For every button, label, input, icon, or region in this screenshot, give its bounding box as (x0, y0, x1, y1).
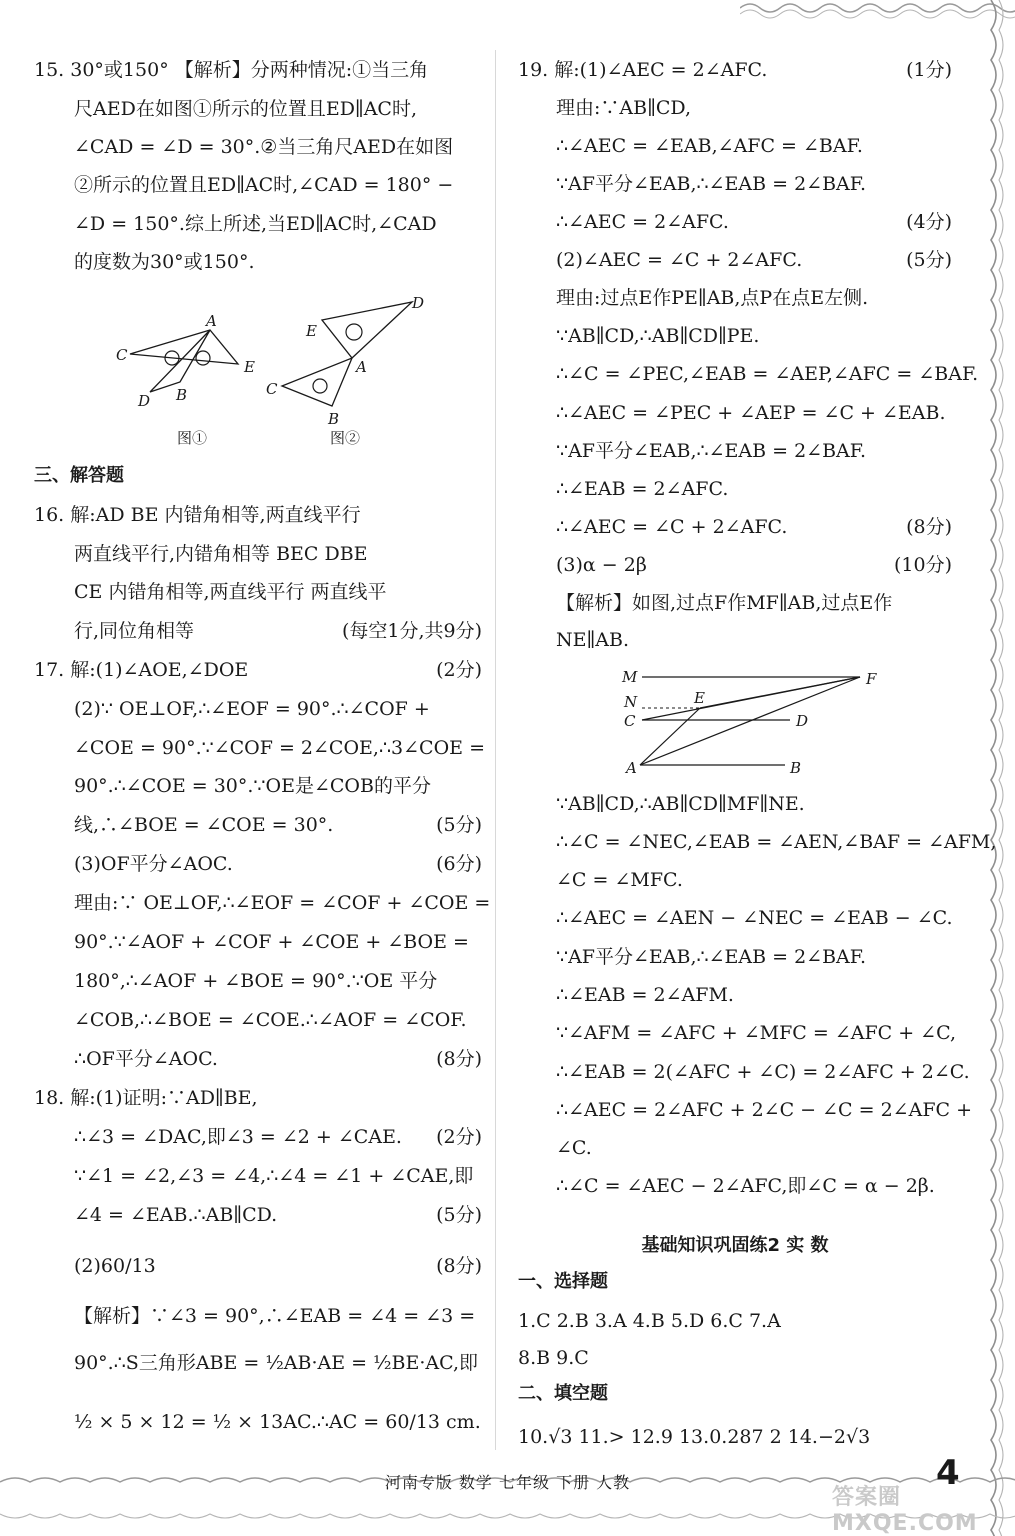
line-text: ∴∠AEC = ∠C + 2∠AFC. (556, 516, 788, 538)
line-text: 三、解答题 (34, 465, 124, 486)
left-line (34, 768, 482, 804)
score-note: (8分) (436, 1048, 482, 1070)
line-text: ∴∠3 = ∠DAC,即∠3 = ∠2 + ∠CAE. (74, 1126, 402, 1148)
fig3-label-f: F (866, 670, 877, 688)
line-text: 二、填空题 (518, 1383, 608, 1404)
line-text: 理由:∵AB∥CD, (556, 97, 691, 119)
right-line (518, 1054, 970, 1090)
fig3-label-d: D (796, 712, 809, 730)
right-line (518, 166, 952, 202)
line-text: 16. 解:AD BE 内错角相等,两直线平行 (34, 504, 361, 526)
line-text: (2)∵ OE⊥OF,∴∠EOF = 90°.∴∠COF + (74, 698, 430, 720)
line-text: (3)α − 2β (556, 554, 647, 576)
fig1-label-d: D (138, 392, 151, 410)
right-line (518, 52, 952, 88)
line-text: 【解析】∵∠3 = 90°,∴∠EAB = ∠4 = ∠3 = (74, 1305, 476, 1327)
line-text: 行,同位角相等 (74, 620, 195, 642)
fig2-label-b: B (328, 410, 340, 428)
fig2-label-d: D (412, 294, 425, 312)
line-text: (2)60/13 (74, 1255, 156, 1277)
fig3-label-a: A (626, 759, 637, 777)
line-text: 10.√3 11.> 12.9 13.0.287 2 14.−2√3 (518, 1426, 871, 1448)
left-line (34, 924, 482, 960)
left-line (34, 1158, 482, 1194)
line-text: 基础知识巩固练2 实 数 (641, 1235, 829, 1256)
score-note: (每空1分,共9分) (341, 620, 482, 642)
line-text: ∵AF平分∠EAB,∴∠EAB = 2∠BAF. (556, 946, 867, 968)
fig2-label-c: C (266, 380, 278, 398)
line-text: ∵AB∥CD,∴AB∥CD∥PE. (556, 325, 760, 347)
line-text: ∴∠AEC = 2∠AFC + 2∠C − ∠C = 2∠AFC + (556, 1099, 972, 1121)
right-line (518, 280, 952, 316)
left-line (34, 1248, 482, 1284)
fig1-label-b: B (176, 386, 188, 404)
left-line (34, 1002, 482, 1038)
line-text: NE∥AB. (556, 629, 629, 651)
score-note: (4分) (906, 211, 952, 233)
right-line (518, 1015, 957, 1051)
left-line (34, 206, 482, 242)
watermark: 答案圈 MXQE.COM (832, 1485, 978, 1536)
line-text: ∴∠C = ∠PEC,∠EAB = ∠AEP,∠AFC = ∠BAF. (556, 363, 979, 385)
score-note: (8分) (436, 1255, 482, 1277)
left-line (34, 846, 482, 882)
line-text: ∠COE = 90°.∵∠COF = 2∠COE,∴3∠COE = (74, 737, 485, 759)
right-line (518, 1340, 952, 1376)
fig2-label-e: E (306, 322, 317, 340)
line-text: ∵AF平分∠EAB,∴∠EAB = 2∠BAF. (556, 173, 867, 195)
score-note: (2分) (436, 659, 482, 681)
line-text: ∠COB,∴∠BOE = ∠COE.∴∠AOF = ∠COF. (74, 1009, 467, 1031)
line-text: 18. 解:(1)证明:∵AD∥BE, (34, 1087, 258, 1109)
left-line (34, 1345, 482, 1381)
footer-text: 河南专版 数学 七年级 下册 人教 (384, 1473, 631, 1492)
left-line (34, 1041, 482, 1077)
score-note: (5分) (436, 1204, 482, 1226)
right-line (518, 1303, 952, 1339)
right-line (518, 1092, 972, 1128)
right-line (518, 1419, 952, 1455)
page-number: 4 (936, 1453, 960, 1493)
line-text: 尺AED在如图①所示的位置且ED∥AC时, (74, 98, 418, 120)
line-text: ∴∠AEC = ∠EAB,∠AFC = ∠BAF. (556, 135, 863, 157)
fig1-label-c: C (116, 346, 128, 364)
line-text: (3)OF平分∠AOC. (74, 853, 233, 875)
right-line (518, 433, 952, 469)
left-line (34, 691, 482, 727)
line-text: 的度数为30°或150°. (74, 251, 255, 273)
score-note: (5分) (436, 814, 482, 836)
right-line (518, 862, 952, 898)
line-text: CE 内错角相等,两直线平行 两直线平 (74, 581, 387, 603)
right-line (518, 1376, 952, 1412)
line-text: 15. 30°或150° 【解析】分两种情况:①当三角 (34, 59, 429, 81)
fig3-label-c: C (624, 712, 636, 730)
score-note: (6分) (436, 853, 482, 875)
right-line (518, 204, 952, 240)
right-line (518, 90, 952, 126)
fig3-label-e: E (694, 689, 705, 707)
left-line (34, 91, 482, 127)
line-text: ∠C. (556, 1137, 592, 1159)
column-divider (495, 50, 496, 1450)
left-line (34, 1404, 482, 1440)
right-line (518, 585, 952, 621)
line-text: (2)∠AEC = ∠C + 2∠AFC. (556, 249, 803, 271)
line-text: ∴∠AEC = ∠AEN − ∠NEC = ∠EAB − ∠C. (556, 907, 953, 929)
line-text: ②所示的位置且ED∥AC时,∠CAD = 180° − (74, 174, 454, 196)
line-text: ∴∠EAB = 2∠AFC. (556, 478, 729, 500)
right-line (518, 786, 952, 822)
left-line (34, 167, 482, 203)
figure-2-caption: 图② (330, 429, 361, 447)
right-line (518, 1168, 952, 1204)
line-text: ∴OF平分∠AOC. (74, 1048, 218, 1070)
left-line (34, 536, 482, 572)
line-text: 理由:∵ OE⊥OF,∴∠EOF = ∠COF + ∠COE = (74, 892, 491, 914)
score-note: (5分) (906, 249, 952, 271)
right-line (518, 1130, 952, 1166)
left-line (34, 458, 482, 494)
line-text: ∠4 = ∠EAB.∴AB∥CD. (74, 1204, 278, 1226)
line-text: ∴∠C = ∠NEC,∠EAB = ∠AEN,∠BAF = ∠AFM, (556, 831, 997, 853)
line-text: 180°,∴∠AOF + ∠BOE = 90°.∵OE 平分 (74, 970, 438, 992)
left-line (34, 1080, 482, 1116)
line-text: 两直线平行,内错角相等 BEC DBE (74, 543, 368, 565)
score-note: (2分) (436, 1126, 482, 1148)
line-text: 【解析】如图,过点F作MF∥AB,过点E作 (556, 592, 893, 614)
line-text: 1.C 2.B 3.A 4.B 5.D 6.C 7.A (518, 1310, 781, 1332)
line-text: 8.B 9.C (518, 1347, 589, 1369)
left-line (34, 885, 491, 921)
score-note: (8分) (906, 516, 952, 538)
fig3-label-b: B (790, 759, 802, 777)
line-text: ½ × 5 × 12 = ½ × 13AC.∴AC = 60/13 cm. (74, 1411, 481, 1433)
left-line (34, 652, 482, 688)
line-text: 90°.∴∠COE = 30°.∵OE是∠COB的平分 (74, 775, 431, 797)
right-wave-border (973, 0, 1015, 1536)
line-text: ∠CAD = ∠D = 30°.②当三角尺AED在如图 (74, 136, 454, 158)
fig2-label-a: A (356, 358, 367, 376)
fig1-label-a: A (206, 312, 217, 330)
fig1-label-e: E (244, 358, 255, 376)
left-line (34, 807, 482, 843)
score-note: (10分) (893, 554, 952, 576)
left-line (34, 497, 482, 533)
right-line (518, 242, 952, 278)
right-line (518, 471, 952, 507)
left-line (34, 963, 482, 999)
figure-2 (262, 290, 432, 434)
left-line (34, 129, 482, 165)
fig3-label-n: N (624, 693, 638, 711)
left-line (34, 52, 482, 88)
line-text: ∠D = 150°.综上所述,当ED∥AC时,∠CAD (74, 213, 437, 235)
right-line (518, 824, 997, 860)
line-text: ∵∠1 = ∠2,∠3 = ∠4,∴∠4 = ∠1 + ∠CAE,即 (74, 1165, 474, 1187)
line-text: 一、选择题 (518, 1271, 608, 1292)
line-text: ∴∠EAB = 2(∠AFC + ∠C) = 2∠AFC + 2∠C. (556, 1061, 970, 1083)
left-line (34, 1197, 482, 1233)
right-line (518, 318, 952, 354)
left-line (34, 1119, 482, 1155)
left-line (34, 613, 482, 649)
line-text: ∴∠C = ∠AEC − 2∠AFC,即∠C = α − 2β. (556, 1175, 935, 1197)
right-line (518, 128, 952, 164)
line-text: ∵AB∥CD,∴AB∥CD∥MF∥NE. (556, 793, 805, 815)
left-line (34, 574, 482, 610)
right-line (518, 1264, 952, 1300)
right-line (518, 547, 952, 583)
right-line (518, 509, 952, 545)
left-line (34, 1298, 482, 1334)
figure-3 (620, 665, 890, 784)
fig3-label-m: M (622, 668, 638, 686)
line-text: ∠C = ∠MFC. (556, 869, 683, 891)
line-text: ∵∠AFM = ∠AFC + ∠MFC = ∠AFC + ∠C, (556, 1022, 957, 1044)
line-text: 线,∴∠BOE = ∠COE = 30°. (74, 814, 334, 836)
line-text: 19. 解:(1)∠AEC = 2∠AFC. (518, 59, 768, 81)
line-text: 17. 解:(1)∠AOE,∠DOE (34, 659, 249, 681)
right-line (518, 900, 952, 936)
line-text: ∴∠AEC = 2∠AFC. (556, 211, 729, 233)
line-text: 90°.∴S三角形ABE = ½AB·AE = ½BE·AC,即 (74, 1352, 479, 1374)
line-text: 理由:过点E作PE∥AB,点P在点E左侧. (556, 287, 869, 309)
left-line (34, 730, 485, 766)
right-line (518, 622, 952, 658)
score-note: (1分) (906, 59, 952, 81)
right-line (518, 395, 952, 431)
right-line (518, 939, 952, 975)
figure-1-caption: 图① (177, 429, 208, 447)
line-text: ∴∠EAB = 2∠AFM. (556, 984, 734, 1006)
right-line (518, 977, 952, 1013)
left-line (34, 244, 482, 280)
line-text: ∵AF平分∠EAB,∴∠EAB = 2∠BAF. (556, 440, 867, 462)
right-line (518, 356, 979, 392)
line-text: 90°.∵∠AOF + ∠COF + ∠COE + ∠BOE = (74, 931, 469, 953)
figure-1 (110, 312, 260, 416)
right-line (518, 1228, 952, 1264)
line-text: ∴∠AEC = ∠PEC + ∠AEP = ∠C + ∠EAB. (556, 402, 946, 424)
